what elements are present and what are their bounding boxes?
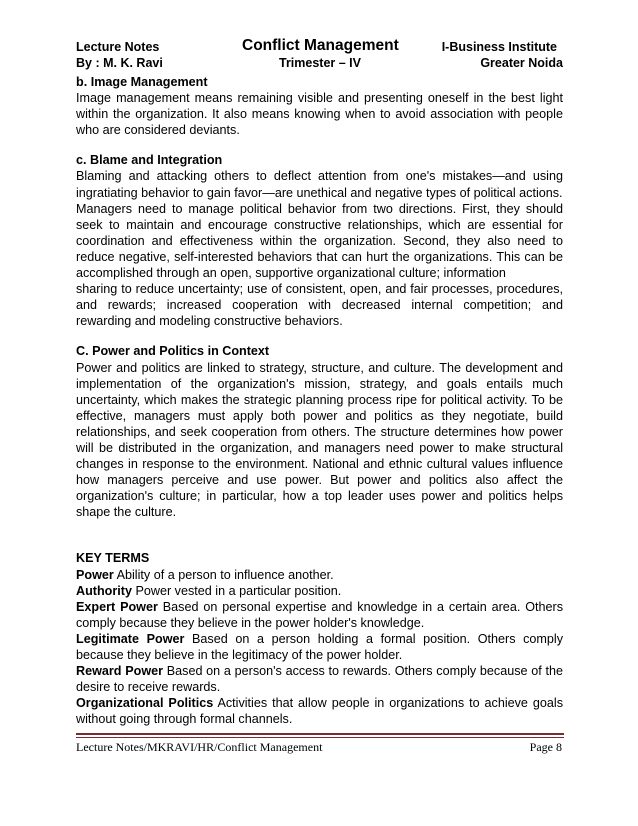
header-trimester: Trimester – IV (279, 56, 361, 70)
footer-rule-thin (76, 737, 564, 738)
key-term-authority (76, 583, 563, 599)
header-lecture-notes: Lecture Notes (76, 40, 160, 54)
key-term-definition: Based on a person holding a formal position. Others comply because they believe in the legitimacy of the power holder. (76, 631, 564, 662)
paragraph-image-management: Image management means remaining visible and presenting oneself in the best light within the organization. It also means knowing when to avoid association with people who are considered deviants. (76, 91, 563, 138)
header-institute: I-Business Institute (441, 40, 557, 54)
key-term-definition: Based on a person's access to rewards. Others comply because of the desire to receive rewards. (76, 664, 563, 695)
key-term-label: Legitimate Power (76, 631, 185, 646)
key-term-definition: Based on personal expertise and knowledge in a certain area. Others comply because they believe in the power holder's knowledge. (76, 599, 563, 630)
paragraph-blame-1: Blaming and attacking others to deflect attention from one's mistakes—and using ingratiating behavior to gain favor—are unethical and negative types of political actions. (76, 169, 563, 200)
paragraph-blame-2: Managers need to manage political behavior from two directions. First, they should seek to maintain and encourage constructive relationships, which are essential for coordination and effectiveness within the organization. Second, they also need to reduce negative, self-interested behaviors that can hurt the organizations. This can be accomplished through an open, supportive organizational culture; information (76, 201, 563, 281)
key-term-legitimate-power (76, 631, 563, 663)
key-term-definition: Activities that allow people in organizations to achieve goals without going through formal channels. (76, 696, 563, 727)
header-location: Greater Noida (480, 56, 563, 70)
key-term-definition: Power vested in a particular position. (131, 583, 342, 598)
footer-document-path: Lecture Notes/MKRAVI/HR/Conflict Management (76, 740, 323, 754)
key-term-organizational-politics (76, 695, 563, 727)
section-heading-image-management: b. Image Management (76, 75, 208, 89)
key-term-power (76, 567, 563, 583)
key-term-label: Power (76, 567, 114, 582)
key-term-label: Organizational Politics (76, 696, 214, 711)
key-term-label: Authority (76, 583, 132, 598)
section-heading-power-politics: C. Power and Politics in Context (76, 344, 270, 359)
document-body (76, 74, 563, 727)
key-term-reward-power (76, 663, 563, 695)
header-author: By : M. K. Ravi (76, 56, 163, 70)
paragraph-blame-3: sharing to reduce uncertainty; use of consistent, open, and fair processes, procedures, and rewards; increased cooperation with decreased internal competition; and rewarding and modeling constructive behaviors. (76, 282, 563, 329)
page-footer (76, 740, 564, 756)
header-row-1 (76, 37, 563, 56)
section-heading-blame-integration: c. Blame and Integration (76, 153, 223, 168)
footer-page-number: Page 8 (529, 740, 562, 754)
key-term-definition: Ability of a person to influence another. (113, 567, 334, 582)
footer-rule-thick (76, 733, 564, 735)
key-term-label: Reward Power (76, 664, 164, 679)
key-term-label: Expert Power (76, 599, 158, 614)
key-terms-heading: KEY TERMS (76, 551, 150, 566)
header-course-title: Conflict Management (242, 37, 399, 54)
key-term-expert-power (76, 599, 563, 631)
header-row-2 (76, 56, 563, 72)
paragraph-power-politics: Power and politics are linked to strategy, structure, and culture. The development and implementation of the organization's mission, strategy, and goals entails much uncertainty, which makes the strategic planning process ripe for political activity. To be effective, managers must apply both power and politics as they negotiate, build relationships, and seek cooperation from others. The structure determines how power will be distributed in the organization, and managers need power to make structural changes in response to the environment. National and ethnic cultural values influence how managers perceive and use power. But power and politics also affect the organization's culture; in particular, how a top leader uses power and politics helps shape the culture. (76, 360, 563, 520)
